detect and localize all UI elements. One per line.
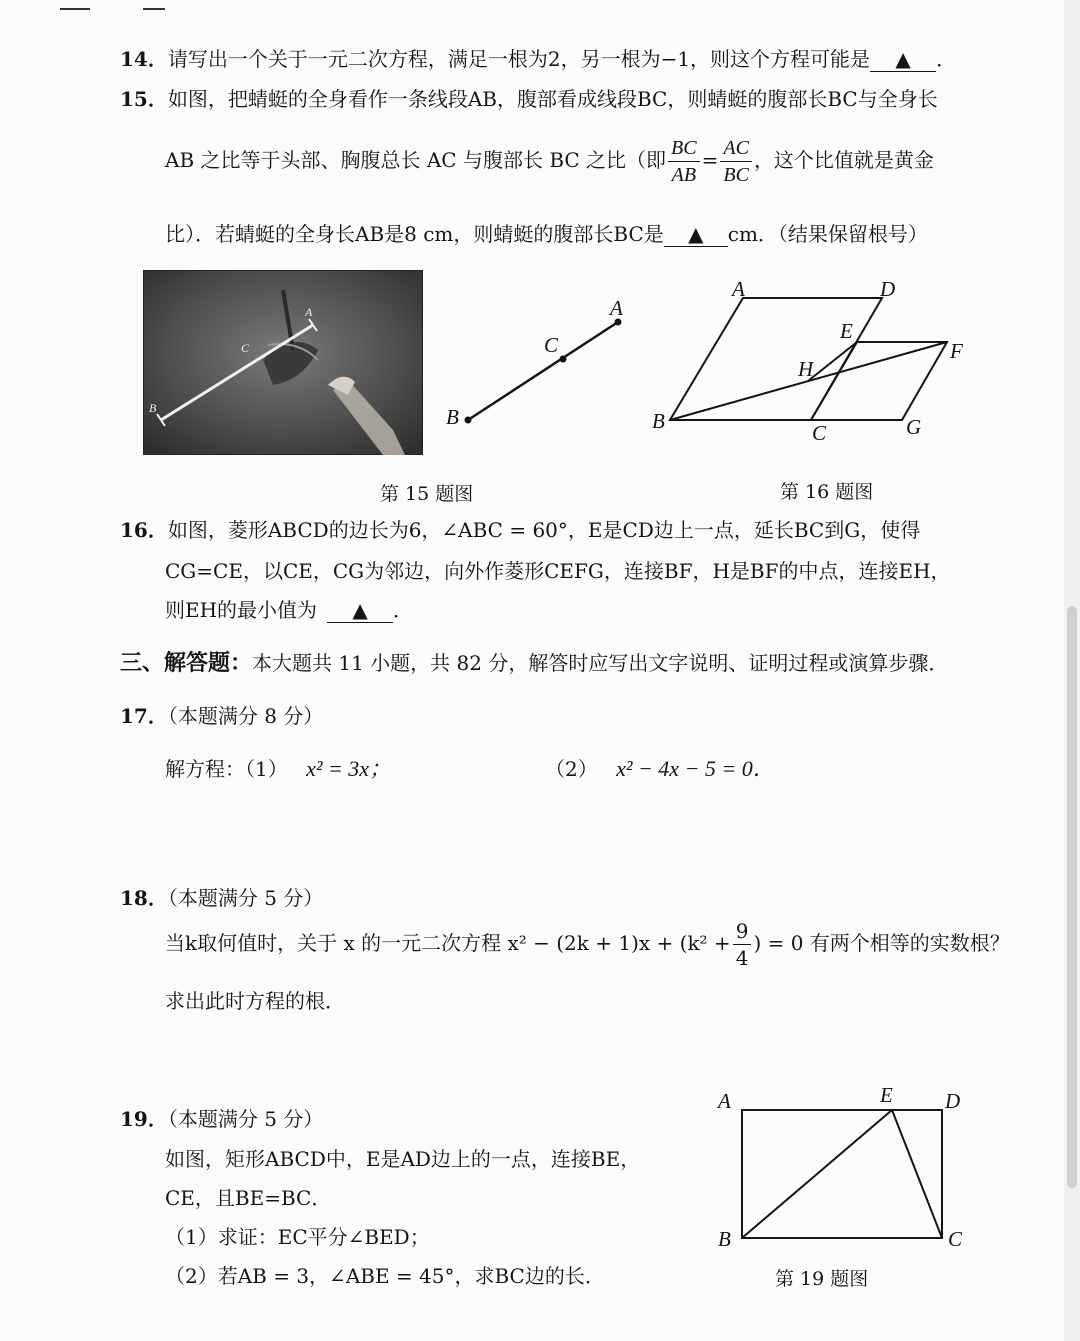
q15-line1: 如图，把蜻蜓的全身看作一条线段AB，腹部看成线段BC，则蜻蜓的腹部长BC与全身长 xyxy=(167,87,938,111)
q15-fraction-ac-bc xyxy=(720,135,752,188)
fig19-label-a: A xyxy=(718,1089,731,1113)
rectangle-abcd xyxy=(742,1110,942,1238)
dragonfly-photo xyxy=(143,270,423,455)
q17-equation-1: x² = 3x； xyxy=(306,756,392,781)
question-15-line1 xyxy=(120,83,938,112)
point-c xyxy=(560,356,567,363)
fig16-label-d: D xyxy=(880,278,896,301)
q15-line2b: ，这个比值就是黄金 xyxy=(753,148,934,172)
fig16-label-h: H xyxy=(798,357,814,381)
fig19-label-e: E xyxy=(880,1083,893,1107)
fig15-caption: 第 15 题图 xyxy=(380,483,474,505)
q16-line3a: 则EH的最小值为 xyxy=(165,598,318,622)
q15-line3b: cm．（结果保留根号） xyxy=(727,222,928,246)
q18-score: （本题满分 5 分） xyxy=(167,886,324,910)
scrollbar-track[interactable] xyxy=(1064,0,1080,1341)
q18-fraction-nine-quarters xyxy=(733,918,752,971)
q19-line1: 如图，矩形ABCD中，E是AD边上的一点，连接BE， xyxy=(165,1147,641,1171)
question-16-line1 xyxy=(120,514,920,543)
section-3-heading xyxy=(120,646,948,677)
q15-line2a: AB 之比等于头部、胸腹总长 AC 与腹部长 BC 之比（即 xyxy=(165,148,667,172)
fig19-label-c: C xyxy=(948,1227,963,1251)
q18-line1a: 当k取何值时，关于 x 的一元二次方程 x² − (2k + 1)x + (k² + xyxy=(165,931,731,955)
q17-number: 17． xyxy=(120,704,168,728)
fig16-label-c: C xyxy=(812,421,827,445)
q17-intro: 解方程：（1） xyxy=(165,757,288,781)
segment-ce xyxy=(892,1110,942,1238)
q14-number: 14． xyxy=(120,47,168,71)
q16-number: 16． xyxy=(120,518,168,542)
fig16-caption: 第 16 题图 xyxy=(780,481,874,503)
seg-label-b: B xyxy=(446,405,459,429)
q15-frac2-denominator: BC xyxy=(723,164,749,186)
question-16-line3 xyxy=(165,594,413,623)
q18-number: 18． xyxy=(120,886,168,910)
fig16-label-e: E xyxy=(840,319,853,343)
photo-label-c: C xyxy=(241,341,250,355)
q18-line1b: ) = 0 有两个相等的实数根？ xyxy=(753,931,1010,955)
q15-frac1-denominator: AB xyxy=(671,164,697,186)
question-17-body xyxy=(165,752,391,783)
q17-score: （本题满分 8 分） xyxy=(167,704,324,728)
question-17-part2 xyxy=(545,752,775,783)
section-3-title: 三、解答题： xyxy=(120,650,253,676)
q14-end: ． xyxy=(936,47,957,71)
q18-line2: 求出此时方程的根． xyxy=(165,989,345,1013)
segment-ab xyxy=(468,322,618,420)
q15-equals: = xyxy=(701,148,719,172)
q17-equation-2: x² − 4x − 5 = 0． xyxy=(616,756,775,781)
point-b xyxy=(465,417,472,424)
figure-16-rhombus xyxy=(640,278,970,448)
seg-label-a: A xyxy=(610,296,623,320)
q18-frac-numerator: 9 xyxy=(733,918,752,945)
q15-answer-blank: ▲ xyxy=(664,222,728,247)
photo-label-a: A xyxy=(305,305,313,319)
scrollbar-thumb[interactable] xyxy=(1067,606,1077,1188)
question-18-line1 xyxy=(165,918,1010,971)
q14-answer-blank: ▲ xyxy=(870,47,936,72)
top-mark-right xyxy=(143,8,165,10)
fig16-label-f: F xyxy=(950,339,963,363)
seg-label-c: C xyxy=(544,333,559,357)
fig16-label-b: B xyxy=(652,409,665,433)
q16-end: ． xyxy=(393,598,414,622)
top-mark-left xyxy=(60,8,90,10)
question-14 xyxy=(120,43,956,72)
rhombus-abcd xyxy=(670,298,882,420)
q16-answer-blank: ▲ xyxy=(327,598,393,623)
q19-line2: CE，且BE=BC． xyxy=(165,1186,332,1210)
q14-text: 请写出一个关于一元二次方程，满足一根为2，另一根为−1，则这个方程可能是 xyxy=(167,47,871,71)
q15-frac1-numerator: BC xyxy=(668,135,700,162)
question-18-header xyxy=(120,882,323,911)
q17-part2-label: （2） xyxy=(545,757,598,781)
segment-ab-figure xyxy=(438,290,638,440)
q19-part1: （1）求证：EC平分∠BED； xyxy=(165,1225,430,1249)
fig19-label-d: D xyxy=(945,1089,961,1113)
q15-number: 15． xyxy=(120,87,168,111)
question-17-header xyxy=(120,700,323,729)
section-3-desc: 本大题共 11 小题，共 82 分，解答时应写出文字说明、证明过程或演算步骤． xyxy=(252,651,949,675)
figure-19-rectangle xyxy=(712,1082,982,1262)
q15-frac2-numerator: AC xyxy=(720,135,752,162)
fig19-label-b: B xyxy=(718,1227,731,1251)
question-15-line3 xyxy=(165,218,928,247)
rhombus-cefg xyxy=(811,342,947,420)
q19-score: （本题满分 5 分） xyxy=(167,1107,324,1131)
q15-line3a: 比）．若蜻蜓的全身长AB是8 cm，则蜻蜓的腹部长BC是 xyxy=(165,222,664,246)
fig16-label-g: G xyxy=(906,415,922,439)
fig19-caption: 第 19 题图 xyxy=(775,1268,869,1290)
segment-be xyxy=(742,1110,892,1238)
question-19-header xyxy=(120,1103,323,1132)
question-15-line2 xyxy=(165,135,934,188)
q16-line1: 如图，菱形ABCD的边长为6，∠ABC = 60°，E是CD边上一点，延长BC到G，使得 xyxy=(167,518,921,542)
q16-line2: CG=CE，以CE，CG为邻边，向外作菱形CEFG，连接BF，H是BF的中点，连接EH， xyxy=(165,559,951,583)
q15-fraction-bc-ab xyxy=(668,135,700,188)
q19-part2: （2）若AB = 3，∠ABE = 45°，求BC边的长． xyxy=(165,1264,605,1288)
fig16-label-a: A xyxy=(732,278,745,301)
q18-frac-denominator: 4 xyxy=(735,946,749,970)
photo-label-b: B xyxy=(149,401,157,415)
q19-number: 19． xyxy=(120,1107,168,1131)
